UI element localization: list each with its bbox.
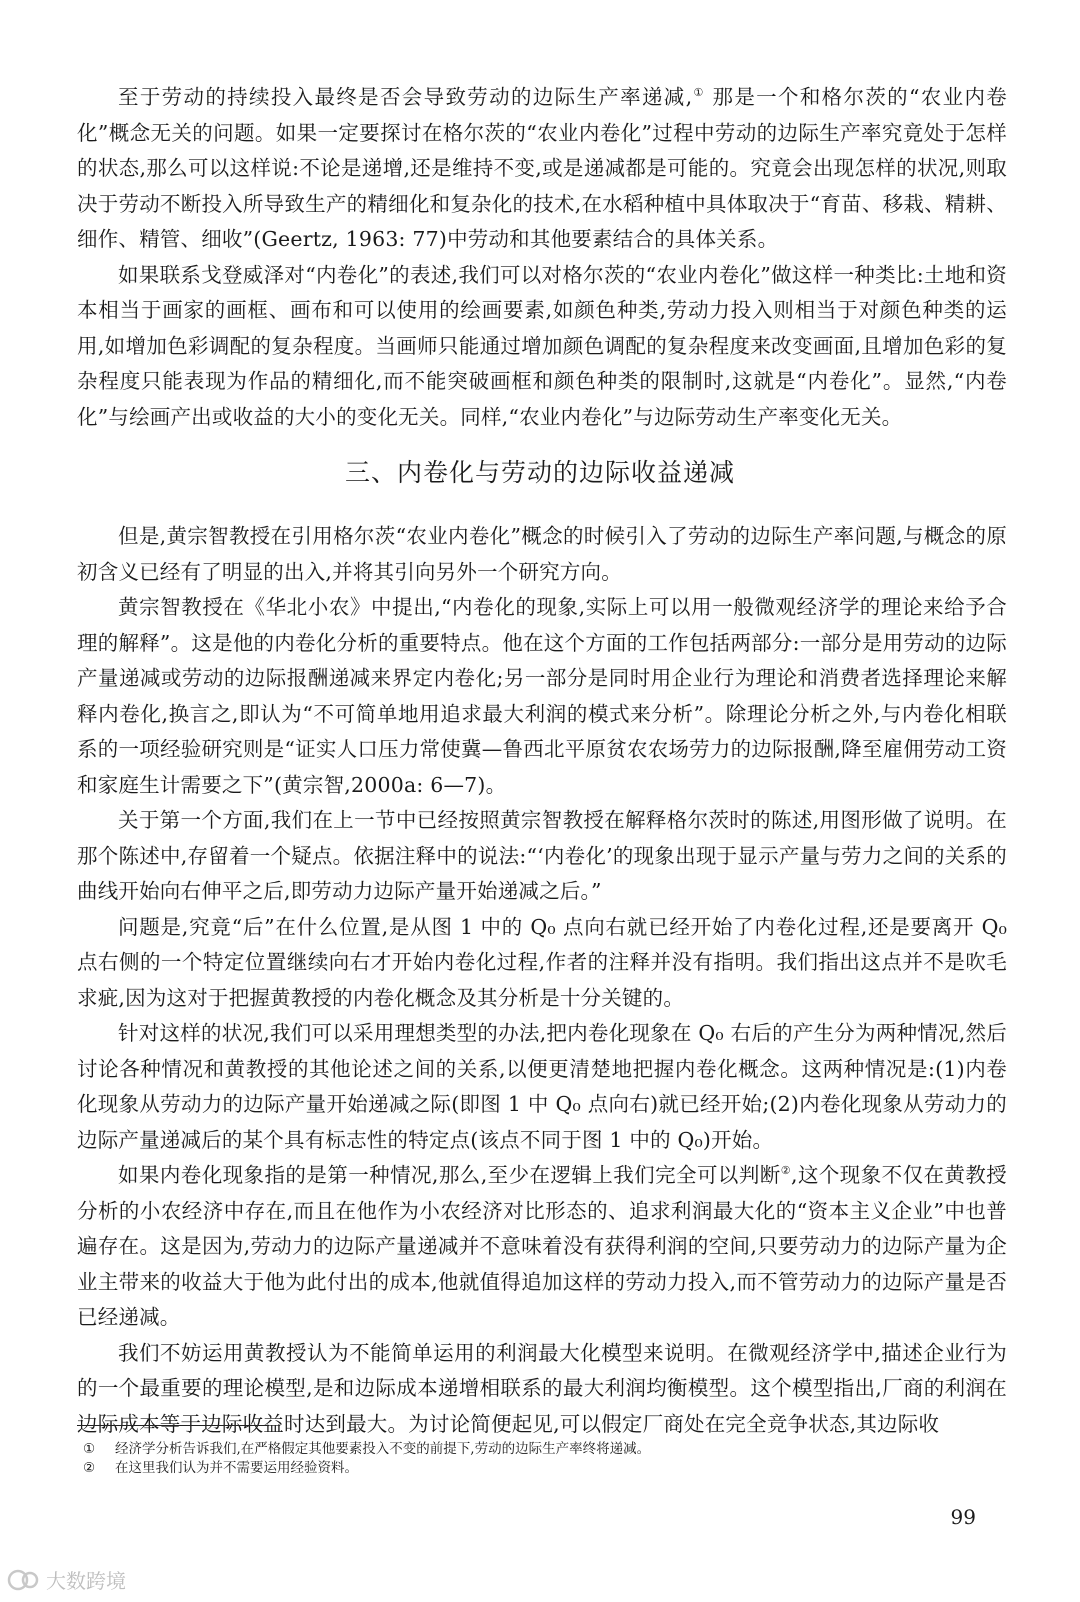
footnote-ref-1[interactable]: ①: [692, 86, 705, 100]
watermark-logo-icon: [6, 1566, 40, 1594]
paragraph: 针对这样的状况,我们可以采用理想类型的办法,把内卷化现象在 Q₀ 右后的产生分为两种情况,然后讨论各种情况和黄教授的其他论述之间的关系,以便更清楚地把握内卷化概念。这两种情况是:(1)内卷化现象从劳动力的边际产量开始递减之际(即图 1 中 Q₀ 点向右)就已经开始;(2)内卷化现象从劳动力的边际产量递减后的某个具有标志性的特定点(该点不同于图 1 中的 Q₀)开始。: [77, 1021, 1007, 1152]
paragraph: 我们不妨运用黄教授认为不能简单运用的利润最大化模型来说明。在微观经济学中,描述企业行为的一个最重要的理论模型,是和边际成本递增相联系的最大利润均衡模型。这个模型指出,厂商的利润在边际成本等于边际收益时达到最大。为讨论简便起见,可以假定厂商处在完全竞争状态,其边际收: [77, 1340, 1007, 1436]
section-heading: 三、内卷化与劳动的边际收益递减: [344, 458, 735, 487]
footnote-ref-2[interactable]: ②: [780, 1164, 791, 1178]
footnote-mark: ②: [83, 1460, 96, 1476]
paragraph: 但是,黄宗智教授在引用格尔茨“农业内卷化”概念的时候引入了劳动的边际生产率问题,与概念的原初含义已经有了明显的出入,并将其引向另外一个研究方向。: [77, 524, 1007, 584]
footnote-text: 经济学分析告诉我们,在严格假定其他要素投入不变的前提下,劳动的边际生产率终将递减。: [115, 1441, 651, 1457]
paragraph: 至于劳动的持续投入最终是否会导致劳动的边际生产率递减,① 那是一个和格尔茨的“农业内卷化”概念无关的问题。如果一定要探讨在格尔茨的“农业内卷化”过程中劳动的边际生产率究竟处于怎样的状态,那么可以这样说:不论是递增,还是维持不变,或是递减都是可能的。究竟会出现怎样的状况,则取决于劳动不断投入所导致生产的精细化和复杂化的技术,在水稻种植中具体取决于“育苗、移栽、精耕、细作、精管、细收”(Geertz, 1963: 77)中劳动和其他要素结合的具体关系。: [77, 85, 1008, 251]
footnote-mark: ①: [83, 1441, 96, 1457]
footnote-text: 在这里我们认为并不需要运用经验资料。: [115, 1460, 358, 1476]
paragraph: 黄宗智教授在《华北小农》中提出,“内卷化的现象,实际上可以用一般微观经济学的理论来给予合理的解释”。这是他的内卷化分析的重要特点。他在这个方面的工作包括两部分:一部分是用劳动的边际产量递减或劳动的边际报酬递减来界定内卷化;另一部分是同时用企业行为理论和消费者选择理论来解释内卷化,换言之,即认为“不可简单地用追求最大利润的模式来分析”。除理论分析之外,与内卷化相联系的一项经验研究则是“证实人口压力常使冀—鲁西北平原贫农农场劳力的边际报酬,降至雇佣劳动工资和家庭生计需要之下”(黄宗智,2000a: 6—7)。: [77, 595, 1007, 797]
paragraph: 问题是,究竟“后”在什么位置,是从图 1 中的 Q₀ 点向右就已经开始了内卷化过程,还是要离开 Q₀ 点右侧的一个特定位置继续向右才开始内卷化过程,作者的注释并没有指明。我们指出这点并不是吹毛求疵,因为这对于把握黄教授的内卷化概念及其分析是十分关键的。: [77, 914, 1007, 1010]
section-2-text: [77, 519, 1007, 1442]
page-number: 99: [950, 1505, 976, 1529]
footnotes: [77, 1440, 1007, 1478]
paragraph: 如果内卷化现象指的是第一种情况,那么,至少在逻辑上我们完全可以判断②,这个现象不仅在黄教授分析的小农经济中存在,而且在他作为小农经济对比形态的、追求利润最大化的“资本主义企业”中也普遍存在。这是因为,劳动力的边际产量递减并不意味着没有获得利润的空间,只要劳动力的边际产量为企业主带来的收益大于他为此付出的成本,他就值得追加这样的劳动力投入,而不管劳动力的边际产量是否已经递减。: [77, 1163, 1008, 1329]
footnote-divider: [77, 1425, 269, 1426]
section-1-text: [77, 80, 1007, 435]
footnote-item: [77, 1459, 1007, 1478]
watermark: [6, 1565, 126, 1594]
paragraph: 关于第一个方面,我们在上一节中已经按照黄宗智教授在解释格尔茨时的陈述,用图形做了说明。在那个陈述中,存留着一个疑点。依据注释中的说法:“‘内卷化’的现象出现于显示产量与劳力之间的关系的曲线开始向右伸平之后,即劳动力边际产量开始递减之后。”: [77, 808, 1007, 903]
watermark-text: 大数跨境: [46, 1569, 126, 1593]
paragraph: 如果联系戈登威泽对“内卷化”的表述,我们可以对格尔茨的“农业内卷化”做这样一种类比:土地和资本相当于画家的画框、画布和可以使用的绘画要素,如颜色种类,劳动力投入则相当于对颜色种类的运用,如增加色彩调配的复杂程度。当画师只能通过增加颜色调配的复杂程度来改变画面,且增加色彩的复杂程度只能表现为作品的精细化,而不能突破画框和颜色种类的限制时,这就是“内卷化”。显然,“内卷化”与绘画产出或收益的大小的变化无关。同样,“农业内卷化”与边际劳动生产率变化无关。: [77, 262, 1007, 429]
footnote-item: [77, 1440, 1007, 1459]
